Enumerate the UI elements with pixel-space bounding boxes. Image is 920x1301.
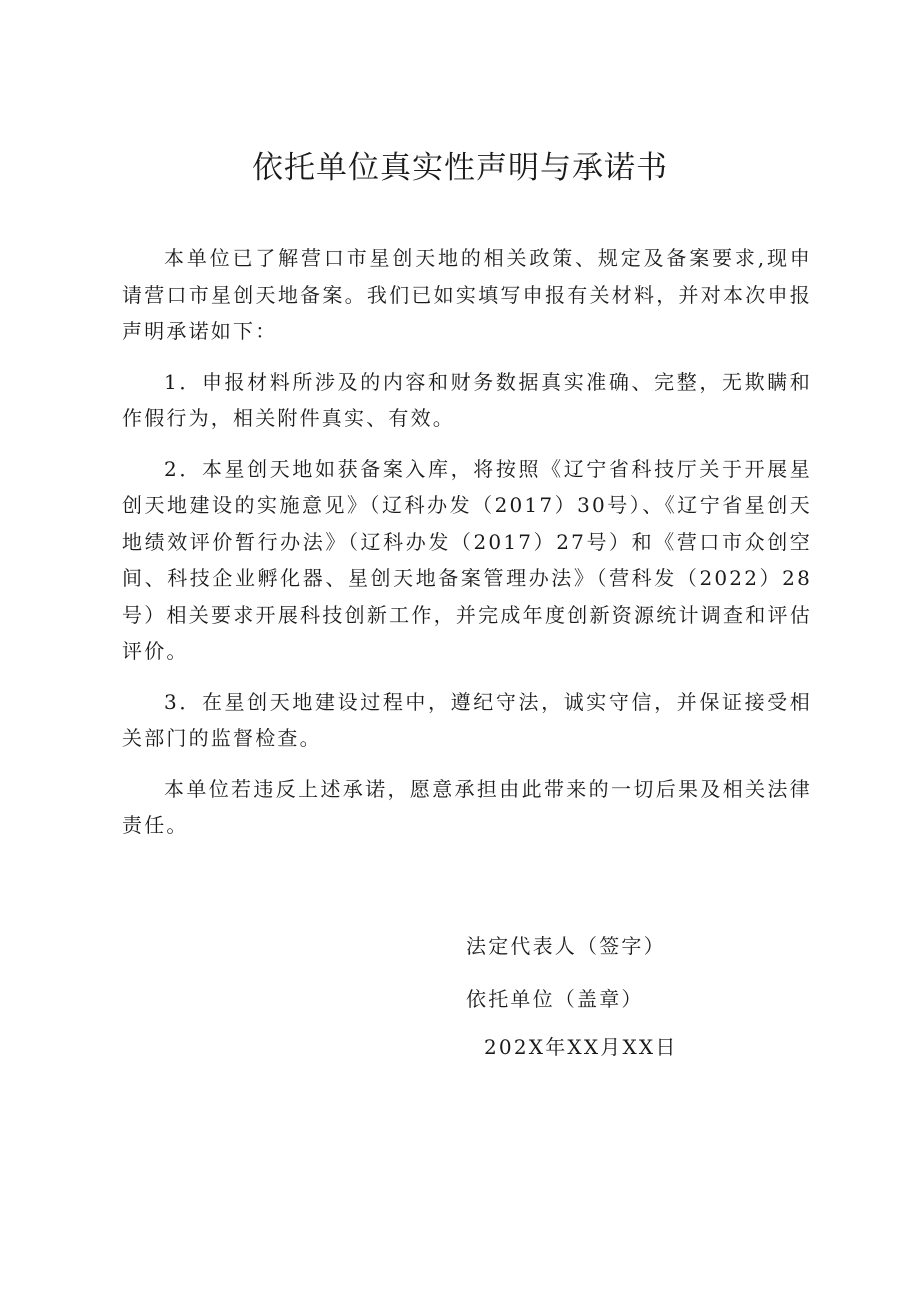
commitment-item-3: 3．在星创天地建设过程中，遵纪守法，诚实守信，并保证接受相关部门的监督检查。: [122, 689, 812, 750]
signature-date: 202X年XX月XX日: [484, 1035, 678, 1059]
document-title: 依托单位真实性声明与承诺书: [252, 150, 668, 186]
legal-rep-signature-line: 法定代表人（签字）: [466, 934, 666, 958]
document-body: [122, 240, 812, 844]
unit-seal-line: 依托单位（盖章）: [466, 987, 644, 1011]
commitment-item-2: 2．本星创天地如获备案入库，将按照《辽宁省科技厅关于开展星创天地建设的实施意见》（辽科办发（2017）30号）、《辽宁省星创天地绩效评价暂行办法》（辽科办发（2017）27号）和《营口市众创空间、科技企业孵化器、星创天地备案管理办法》（营科发（2022）28号）相关要求开展科技创新工作，并完成年度创新资源统计调查和评估评价。: [122, 456, 812, 663]
commitment-item-1: 1．申报材料所涉及的内容和财务数据真实准确、完整，无欺瞒和作假行为，相关附件真实、有效。: [122, 369, 812, 430]
intro-paragraph: 本单位已了解营口市星创天地的相关政策、规定及备案要求,现申请营口市星创天地备案。我们已如实填写申报有关材料，并对本次申报声明承诺如下：: [122, 246, 812, 343]
liability-paragraph: 本单位若违反上述承诺，愿意承担由此带来的一切后果及相关法律责任。: [122, 776, 812, 837]
